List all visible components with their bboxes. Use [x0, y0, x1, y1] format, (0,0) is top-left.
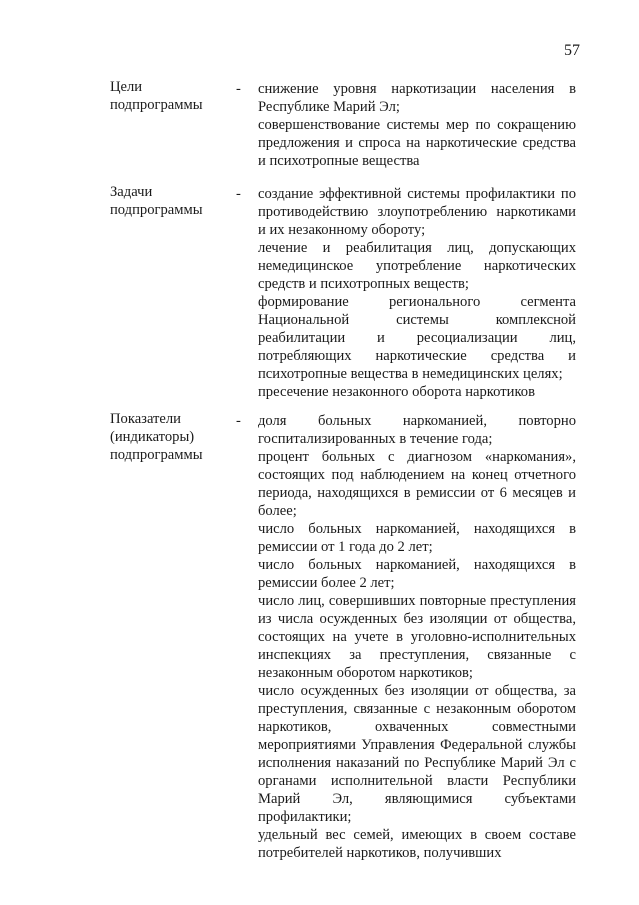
section-content-goals	[258, 80, 576, 170]
section-label-indicators	[110, 410, 230, 464]
list-item: доля больных наркоманией, повторно госпитализированных в течение года;	[258, 413, 576, 447]
list-item: число больных наркоманией, находящихся в ремиссии более 2 лет;	[258, 557, 576, 591]
section-dash: -	[236, 413, 241, 429]
list-item: процент больных с диагнозом «наркомания», состоящих под наблюдением на конец отчетного периода, находящихся в ремиссии от 6 месяцев и более;	[258, 449, 576, 519]
list-item: число лиц, совершивших повторные преступления из числа осужденных без изоляции от общества, состоящих на учете в уголовно-исполнительных инспекциях за преступления, связанные с незаконным оборотом наркотиков;	[258, 593, 576, 681]
list-item: число больных наркоманией, находящихся в ремиссии от 1 года до 2 лет;	[258, 521, 576, 555]
label-text: Задачи подпрограммы	[110, 184, 203, 218]
list-item: пресечение незаконного оборота наркотиков	[258, 384, 535, 400]
list-item: число осужденных без изоляции от общества, за преступления, связанные с незаконным оборотом наркотиков, охваченных совместными мероприятиями Управления Федеральной службы исполнения наказаний по Республике Марий Эл с органами исполнительной власти Республики Марий Эл, являющимися субъектами профилактики;	[258, 683, 576, 825]
section-label-goals	[110, 78, 230, 114]
label-text: Показатели (индикаторы) подпрограммы	[110, 411, 203, 463]
list-item: создание эффективной системы профилактики по противодействию злоупотреблению наркотиками и их незаконному обороту;	[258, 186, 576, 238]
section-dash: -	[236, 81, 241, 97]
section-dash: -	[236, 186, 241, 202]
label-text: Цели подпрограммы	[110, 79, 203, 113]
page-number: 57	[564, 42, 580, 59]
list-item: лечение и реабилитация лиц, допускающих немедицинское употребление наркотических средств и психотропных веществ;	[258, 240, 576, 292]
list-item: снижение уровня наркотизации населения в Республике Марий Эл;	[258, 81, 576, 115]
list-item: совершенствование системы мер по сокращению предложения и спроса на наркотические средства и психотропные вещества	[258, 117, 576, 169]
list-item: удельный вес семей, имеющих в своем составе потребителей наркотиков, получивших	[258, 827, 576, 861]
section-content-indicators	[258, 412, 576, 862]
section-label-tasks	[110, 183, 230, 219]
list-item: формирование регионального сегмента Национальной системы комплексной реабилитации и ресоциализации лиц, потребляющих наркотические средства и психотропные вещества в немедицинских целях;	[258, 294, 576, 382]
section-content-tasks	[258, 185, 576, 401]
